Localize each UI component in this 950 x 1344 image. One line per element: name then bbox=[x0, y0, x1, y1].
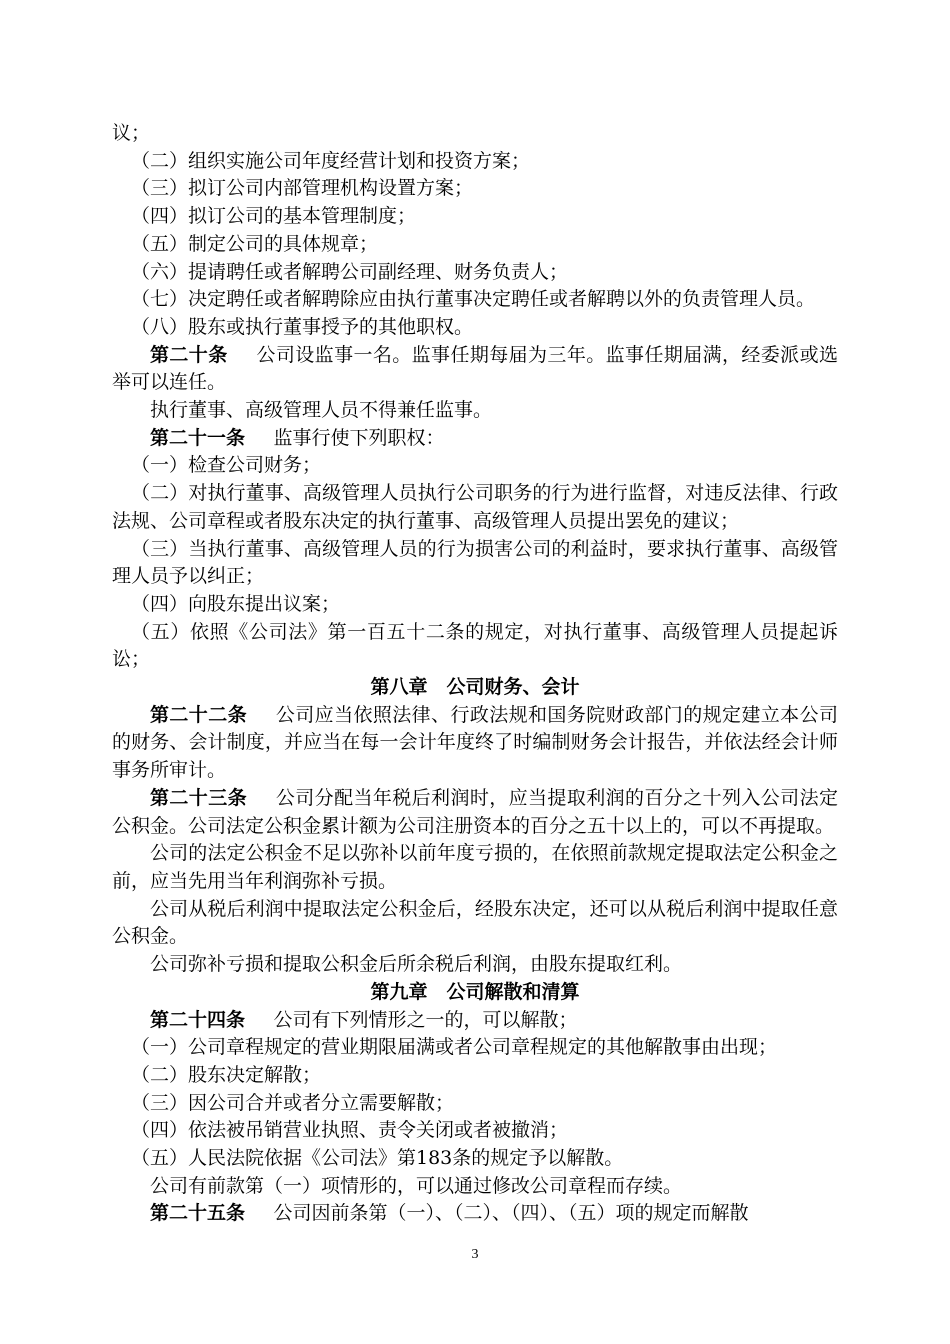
list-item: （三）因公司合并或者分立需要解散； bbox=[131, 1091, 455, 1114]
list-item: （三）当执行董事、高级管理人员的行为损害公司的利益时，要求执行董事、高级管理人员予以纠正； bbox=[112, 537, 838, 588]
article-label: 第二十三条 bbox=[150, 786, 247, 809]
list-item: （二）组织实施公司年度经营计划和投资方案； bbox=[131, 149, 531, 172]
paragraph: 公司有前款第（一）项情形的，可以通过修改公司章程而存续。 bbox=[150, 1174, 683, 1197]
article-text: 监事行使下列职权： bbox=[273, 426, 445, 449]
list-item: （八）股东或执行董事授予的其他职权。 bbox=[131, 315, 474, 338]
paragraph: 公司的法定公积金不足以弥补以前年度亏损的，在依照前款规定提取法定公积金之前，应当先用当年利润弥补亏损。 bbox=[112, 842, 838, 892]
list-item: （一）检查公司财务； bbox=[131, 454, 322, 477]
paragraph: 议； bbox=[112, 122, 151, 144]
list-item: （五）制定公司的具体规章； bbox=[131, 232, 379, 255]
list-item: （六）提请聘任或者解聘公司副经理、财务负责人； bbox=[131, 260, 569, 283]
list-item: （二）对执行董事、高级管理人员执行公司职务的行为进行监督，对违反法律、行政法规、公司章程或者股东决定的执行董事、高级管理人员提出罢免的建议； bbox=[112, 482, 838, 532]
list-item: （一）公司章程规定的营业期限届满或者公司章程规定的其他解散事由出现； bbox=[131, 1036, 778, 1059]
list-item: （四）向股东提出议案； bbox=[131, 592, 341, 615]
article-text: 公司应当依照法律、行政法规和国务院财政部门的规定建立本公司的财务、会计制度，并应当在每一会计年度终了时编制财务会计报告，并依法经会计师事务所审计。 bbox=[112, 703, 838, 782]
article-label: 第二十五条 bbox=[150, 1202, 246, 1225]
article-23 bbox=[112, 785, 838, 840]
article-label: 第二十一条 bbox=[150, 426, 246, 449]
list-item: （五）人民法院依据《公司法》第183条的规定予以解散。 bbox=[131, 1147, 624, 1170]
paragraph: 公司弥补亏损和提取公积金后所余税后利润，由股东提取红利。 bbox=[150, 953, 683, 976]
article-text: 公司因前条第（一）、（二）、（四）、（五）项的规定而解散 bbox=[273, 1202, 749, 1225]
article-22 bbox=[112, 702, 838, 785]
document-page bbox=[112, 120, 838, 1228]
list-item: （三）拟订公司内部管理机构设置方案； bbox=[131, 177, 474, 200]
page-number: 3 bbox=[471, 1247, 479, 1262]
article-text: 公司分配当年税后利润时，应当提取利润的百分之十列入公司法定公积金。公司法定公积金累计额为公司注册资本的百分之五十以上的，可以不再提取。 bbox=[112, 786, 838, 837]
paragraph: 执行董事、高级管理人员不得兼任监事。 bbox=[150, 399, 493, 422]
list-item: （四）拟订公司的基本管理制度； bbox=[131, 205, 417, 228]
article-20 bbox=[112, 342, 838, 397]
chapter-heading: 第八章 公司财务、会计 bbox=[370, 676, 580, 699]
chapter-heading: 第九章 公司解散和清算 bbox=[370, 980, 580, 1003]
article-25 bbox=[112, 1200, 838, 1228]
article-24 bbox=[112, 1007, 838, 1035]
article-label: 第二十条 bbox=[150, 343, 228, 366]
list-item: （四）依法被吊销营业执照、责令关闭或者被撤消； bbox=[131, 1119, 569, 1142]
article-label: 第二十四条 bbox=[150, 1008, 246, 1031]
list-item: （七）决定聘任或者解聘除应由执行董事决定聘任或者解聘以外的负责管理人员。 bbox=[131, 288, 816, 311]
list-item: （五）依照《公司法》第一百五十二条的规定，对执行董事、高级管理人员提起诉讼； bbox=[112, 620, 838, 671]
article-text: 公司设监事一名。监事任期每届为三年。监事任期届满，经委派或选举可以连任。 bbox=[112, 343, 838, 394]
article-21 bbox=[112, 425, 838, 453]
paragraph: 公司从税后利润中提取法定公积金后，经股东决定，还可以从税后利润中提取任意公积金。 bbox=[112, 897, 838, 948]
article-text: 公司有下列情形之一的，可以解散； bbox=[273, 1008, 578, 1031]
article-label: 第二十二条 bbox=[150, 703, 247, 726]
list-item: （二）股东决定解散； bbox=[131, 1063, 322, 1086]
